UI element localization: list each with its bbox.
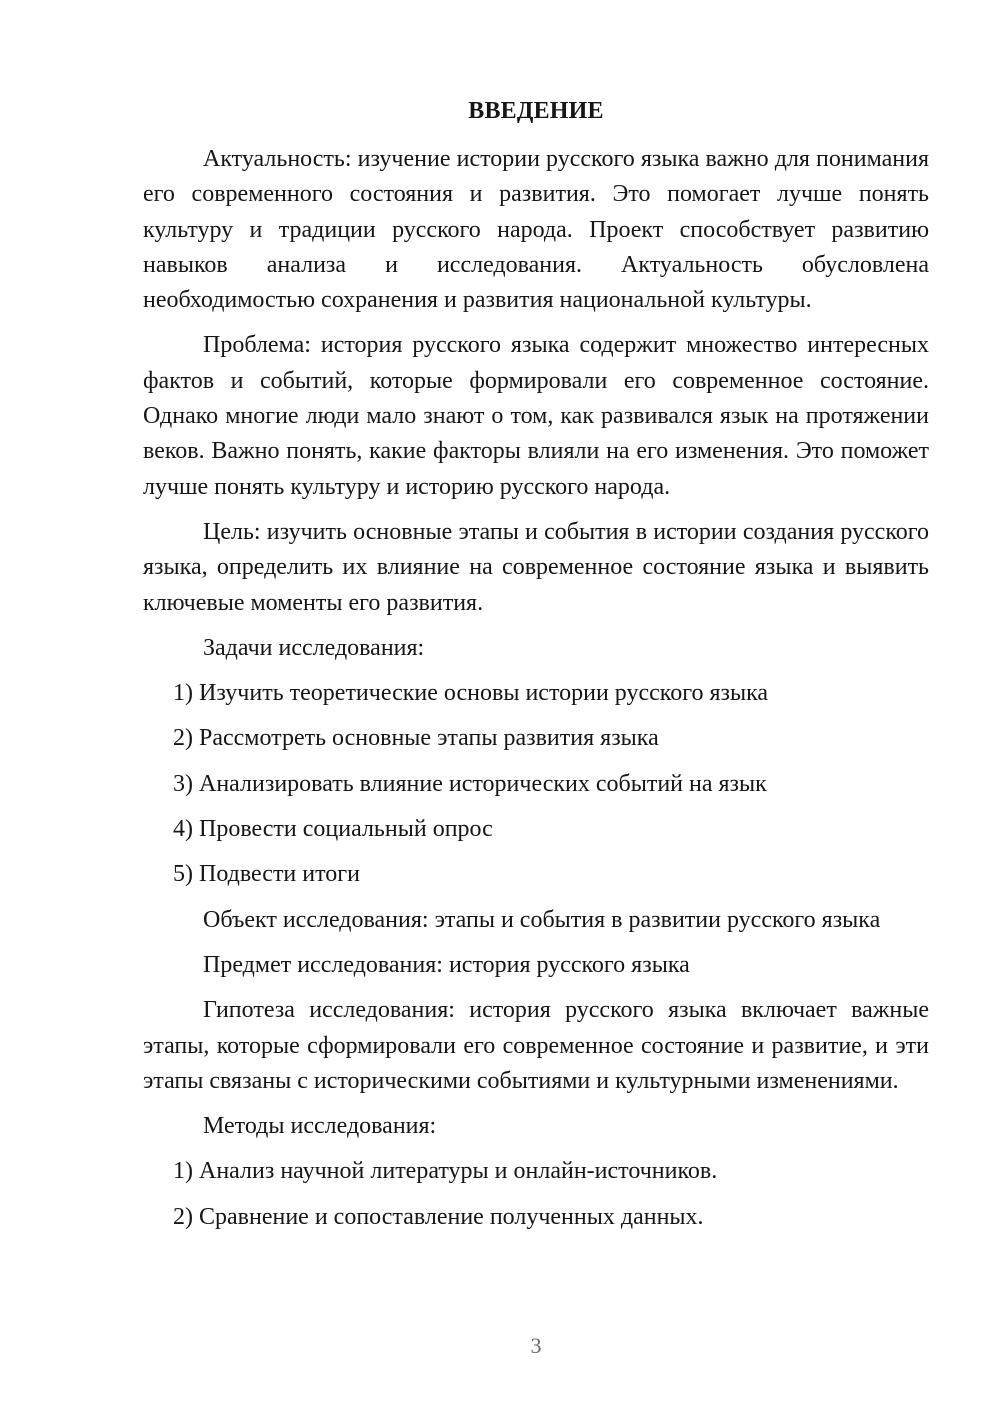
task-item: 1) Изучить теоретические основы истории русского языка <box>173 680 769 707</box>
task-item: 2) Рассмотреть основные этапы развития языка <box>173 725 659 752</box>
task-item: 4) Провести социальный опрос <box>173 816 493 843</box>
page-number: 3 <box>530 1333 542 1358</box>
method-item: 2) Сравнение и сопоставление полученных данных. <box>173 1203 704 1230</box>
hypothesis-paragraph: Гипотеза исследования: история русского языка включает важные этапы, которые сформировали его современное состояние и развитие, и эти этапы связаны с историческими событиями и культурными изменениями. <box>143 997 929 1094</box>
relevance-paragraph: Актуальность: изучение истории русского языка важно для понимания его современного состояния и развития. Это помогает лучше понять культуру и традиции русского народа. Проект способствует развитию навыков анализа и исследования. Актуальность обусловлена необходимостью сохранения и развития национальной культуры. <box>143 146 929 314</box>
task-item: 5) Подвести итоги <box>173 861 360 888</box>
methods-heading: Методы исследования: <box>203 1113 437 1140</box>
main-content <box>143 142 929 1245</box>
task-item: 3) Анализировать влияние исторических событий на язык <box>173 770 767 797</box>
research-object: Объект исследования: этапы и события в развитии русского языка <box>203 906 881 933</box>
page-title: ВВЕДЕНИЕ <box>468 98 604 124</box>
goal-paragraph: Цель: изучить основные этапы и события в истории создания русского языка, определить их влияние на современное состояние языка и выявить ключевые моменты его развития. <box>143 518 929 616</box>
method-item: 1) Анализ научной литературы и онлайн-источников. <box>173 1158 718 1185</box>
tasks-heading: Задачи исследования: <box>203 634 425 661</box>
problem-paragraph: Проблема: история русского языка содержит множество интересных фактов и событий, которые формировали его современное состояние. Однако многие люди мало знают о том, как развивался язык на протяжении веков. Важно понять, какие факторы влияли на его изменения. Это поможет лучше понять культуру и историю русского народа. <box>143 332 929 500</box>
research-subject: Предмет исследования: история русского языка <box>203 951 690 978</box>
